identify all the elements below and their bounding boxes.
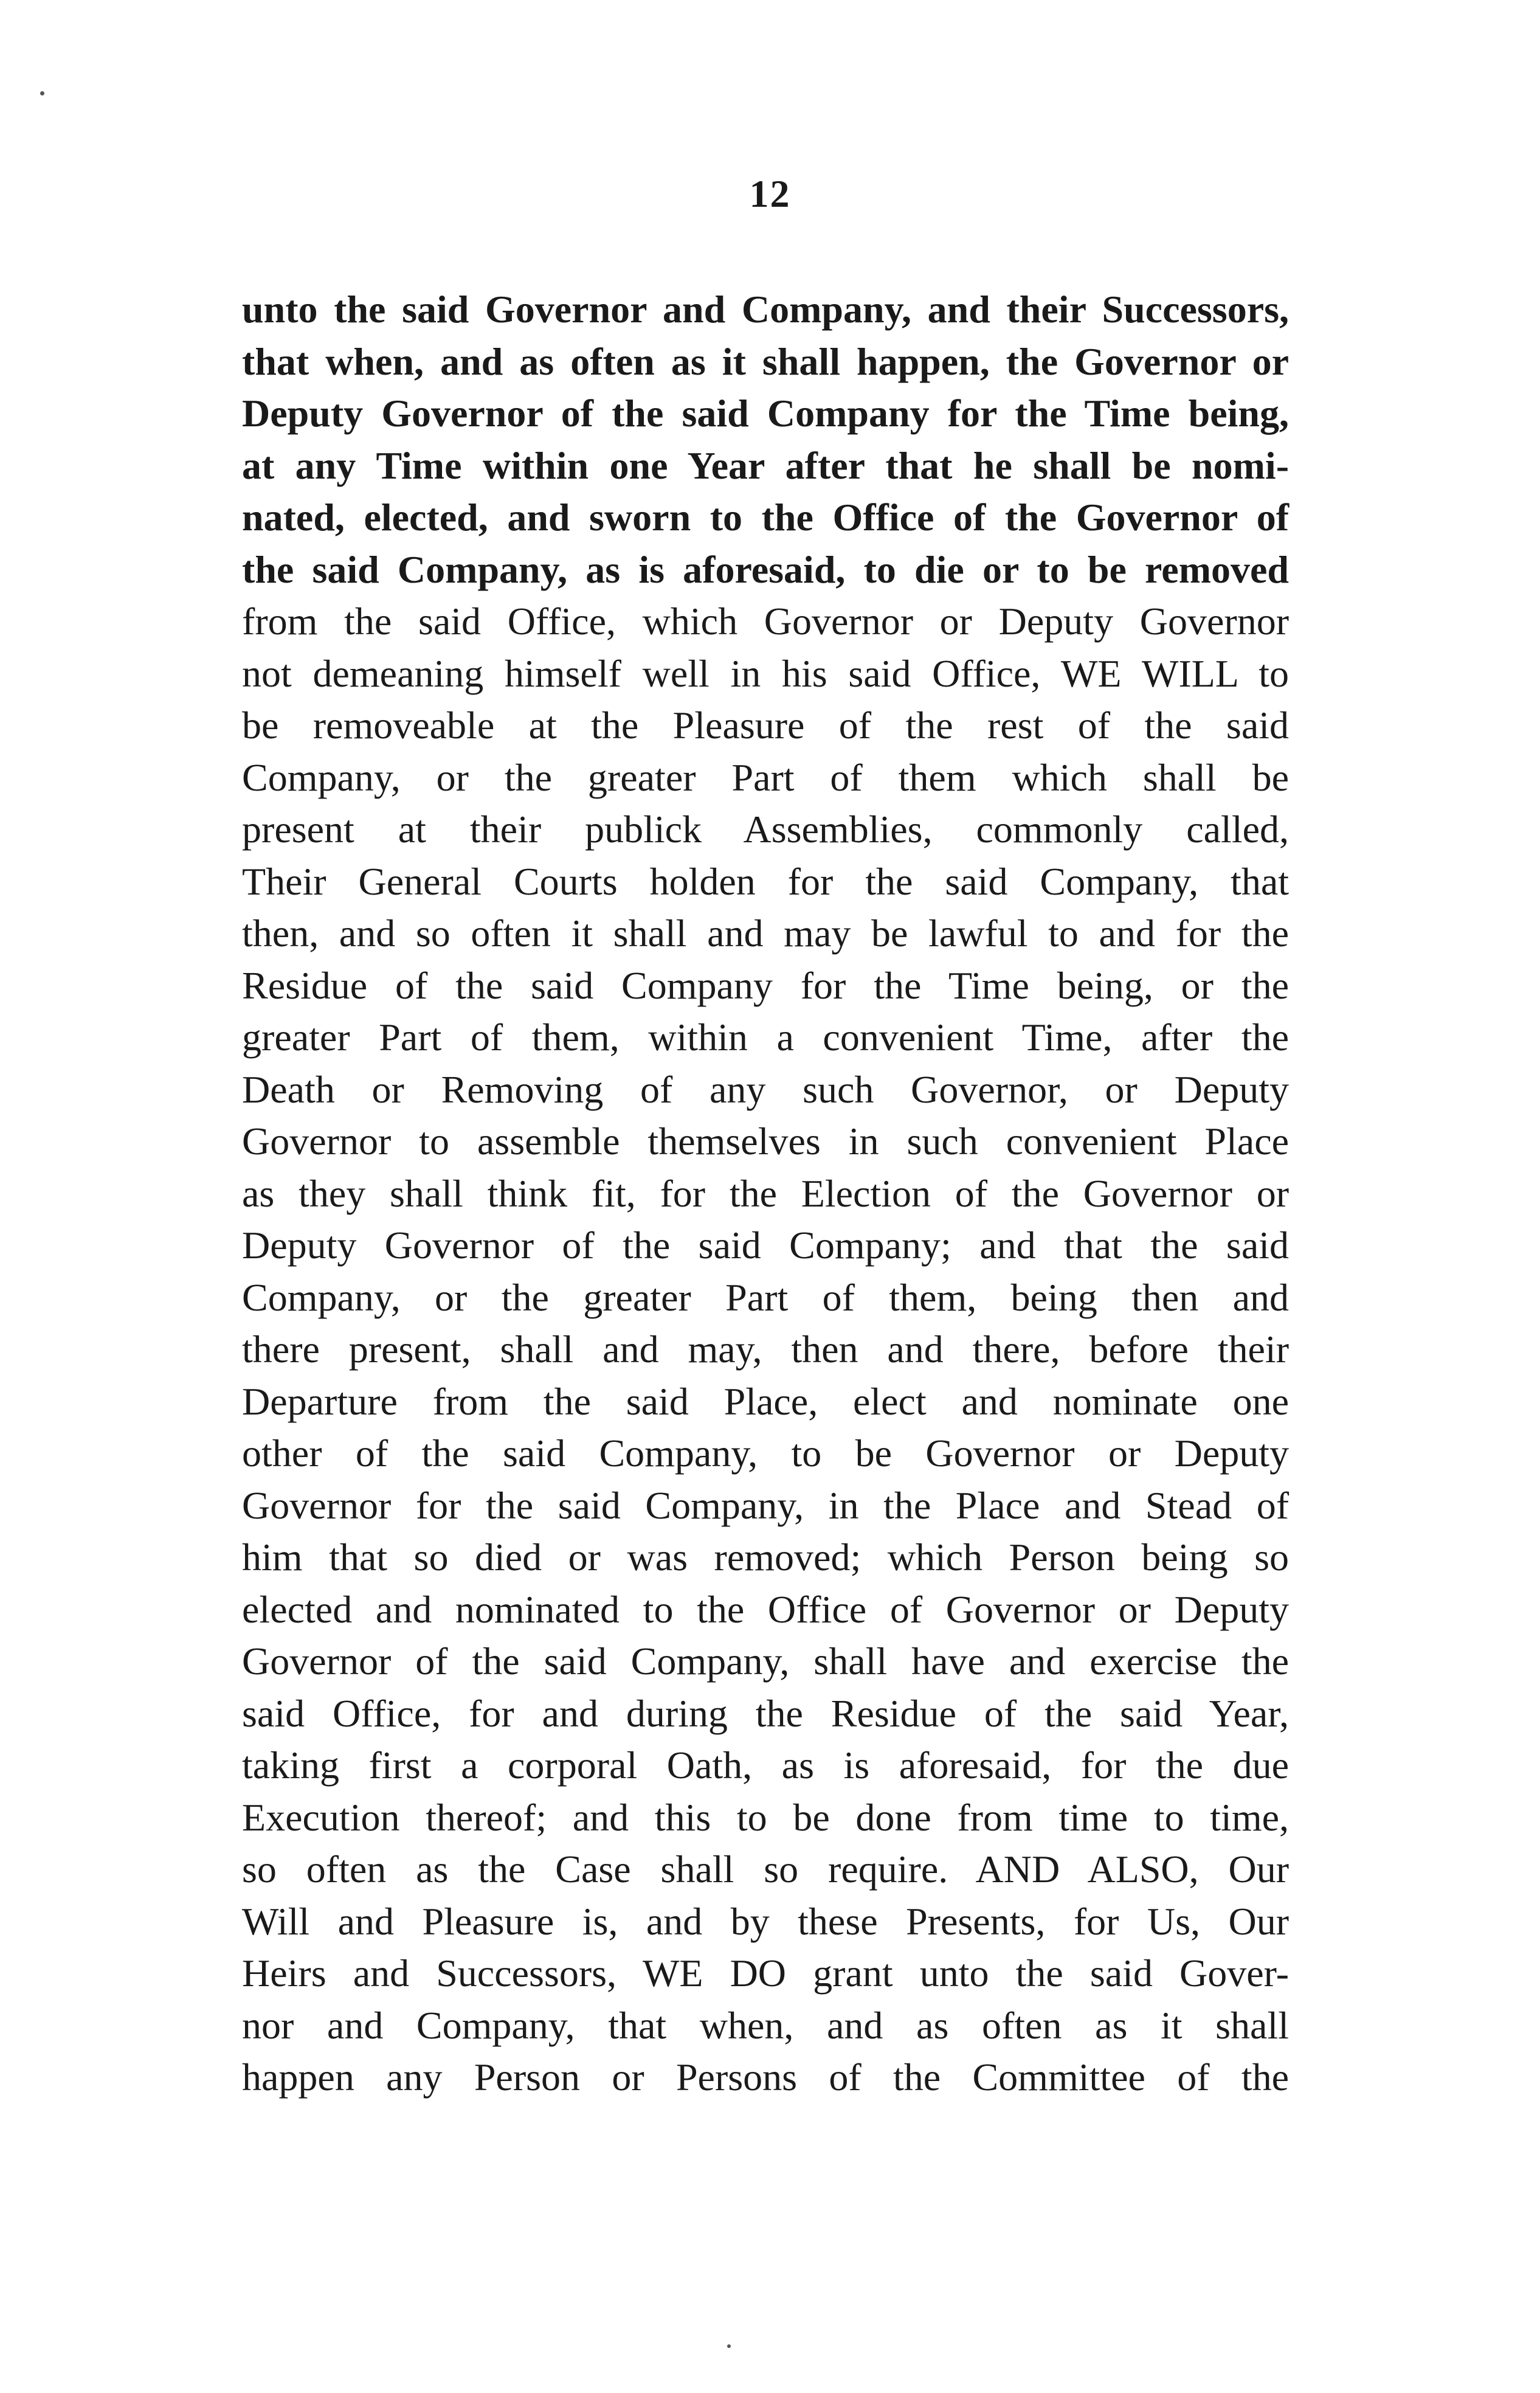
- text-line: present at their publick Assemblies, commonly called,: [242, 808, 1289, 851]
- text-line: Will and Pleasure is, and by these Presents, for Us, Our: [242, 1899, 1289, 1943]
- text-line: him that so died or was removed; which Person being so: [242, 1536, 1289, 1579]
- text-line: elected and nominated to the Office of Governor or Deputy: [242, 1587, 1289, 1631]
- text-line: then, and so often it shall and may be lawful to and for the: [242, 912, 1289, 955]
- text-line: Governor for the said Company, in the Place and Stead of: [242, 1483, 1289, 1527]
- text-line: nor and Company, that when, and as often as it shall: [242, 2003, 1289, 2047]
- text-line: happen any Person or Persons of the Committee of the: [242, 2055, 1289, 2099]
- text-line: Deputy Governor of the said Company for the Time being,: [242, 392, 1289, 435]
- text-line: Their General Courts holden for the said Company, that: [242, 859, 1289, 903]
- text-line: Heirs and Successors, WE DO grant unto the said Gover-: [242, 1951, 1289, 1995]
- text-line: other of the said Company, to be Governor or Deputy: [242, 1432, 1289, 1475]
- text-line: at any Time within one Year after that he shall be nomi-: [242, 443, 1289, 487]
- text-line: unto the said Governor and Company, and their Successors,: [242, 288, 1289, 331]
- text-line: nated, elected, and sworn to the Office of the Governor of: [242, 496, 1289, 539]
- text-line: Company, or the greater Part of them, being then and: [242, 1275, 1289, 1319]
- text-line: there present, shall and may, then and there, before their: [242, 1328, 1289, 1371]
- text-line: as they shall think fit, for the Election of the Governor or: [242, 1171, 1289, 1215]
- paper-speck: [40, 91, 44, 95]
- text-line: Governor of the said Company, shall have and exercise the: [242, 1640, 1289, 1683]
- text-line: from the said Office, which Governor or Deputy Governor: [242, 600, 1289, 643]
- text-line: that when, and as often as it shall happen, the Governor or: [242, 339, 1289, 383]
- text-line: Company, or the greater Part of them which shall be: [242, 755, 1289, 799]
- text-line: be removeable at the Pleasure of the rest of the said: [242, 704, 1289, 747]
- text-line: Deputy Governor of the said Company; and that the said: [242, 1224, 1289, 1267]
- text-line: Death or Removing of any such Governor, or Deputy: [242, 1067, 1289, 1111]
- text-line: greater Part of them, within a convenient Time, after the: [242, 1016, 1289, 1059]
- text-line: Execution thereof; and this to be done from time to time,: [242, 1795, 1289, 1839]
- text-line: Departure from the said Place, elect and nominate one: [242, 1379, 1289, 1423]
- text-line: so often as the Case shall so require. AND ALSO, Our: [242, 1848, 1289, 1891]
- paper-speck: [727, 2344, 731, 2348]
- text-line: Residue of the said Company for the Time being, or the: [242, 963, 1289, 1007]
- text-line: not demeaning himself well in his said Office, WE WILL to: [242, 651, 1289, 695]
- body-text: [242, 283, 1289, 2104]
- text-line: the said Company, as is aforesaid, to die or to be removed: [242, 547, 1289, 591]
- page-number: 12: [749, 172, 791, 215]
- text-line: Governor to assemble themselves in such convenient Place: [242, 1120, 1289, 1163]
- text-line: taking first a corporal Oath, as is aforesaid, for the due: [242, 1744, 1289, 1787]
- text-line: said Office, for and during the Residue of the said Year,: [242, 1691, 1289, 1735]
